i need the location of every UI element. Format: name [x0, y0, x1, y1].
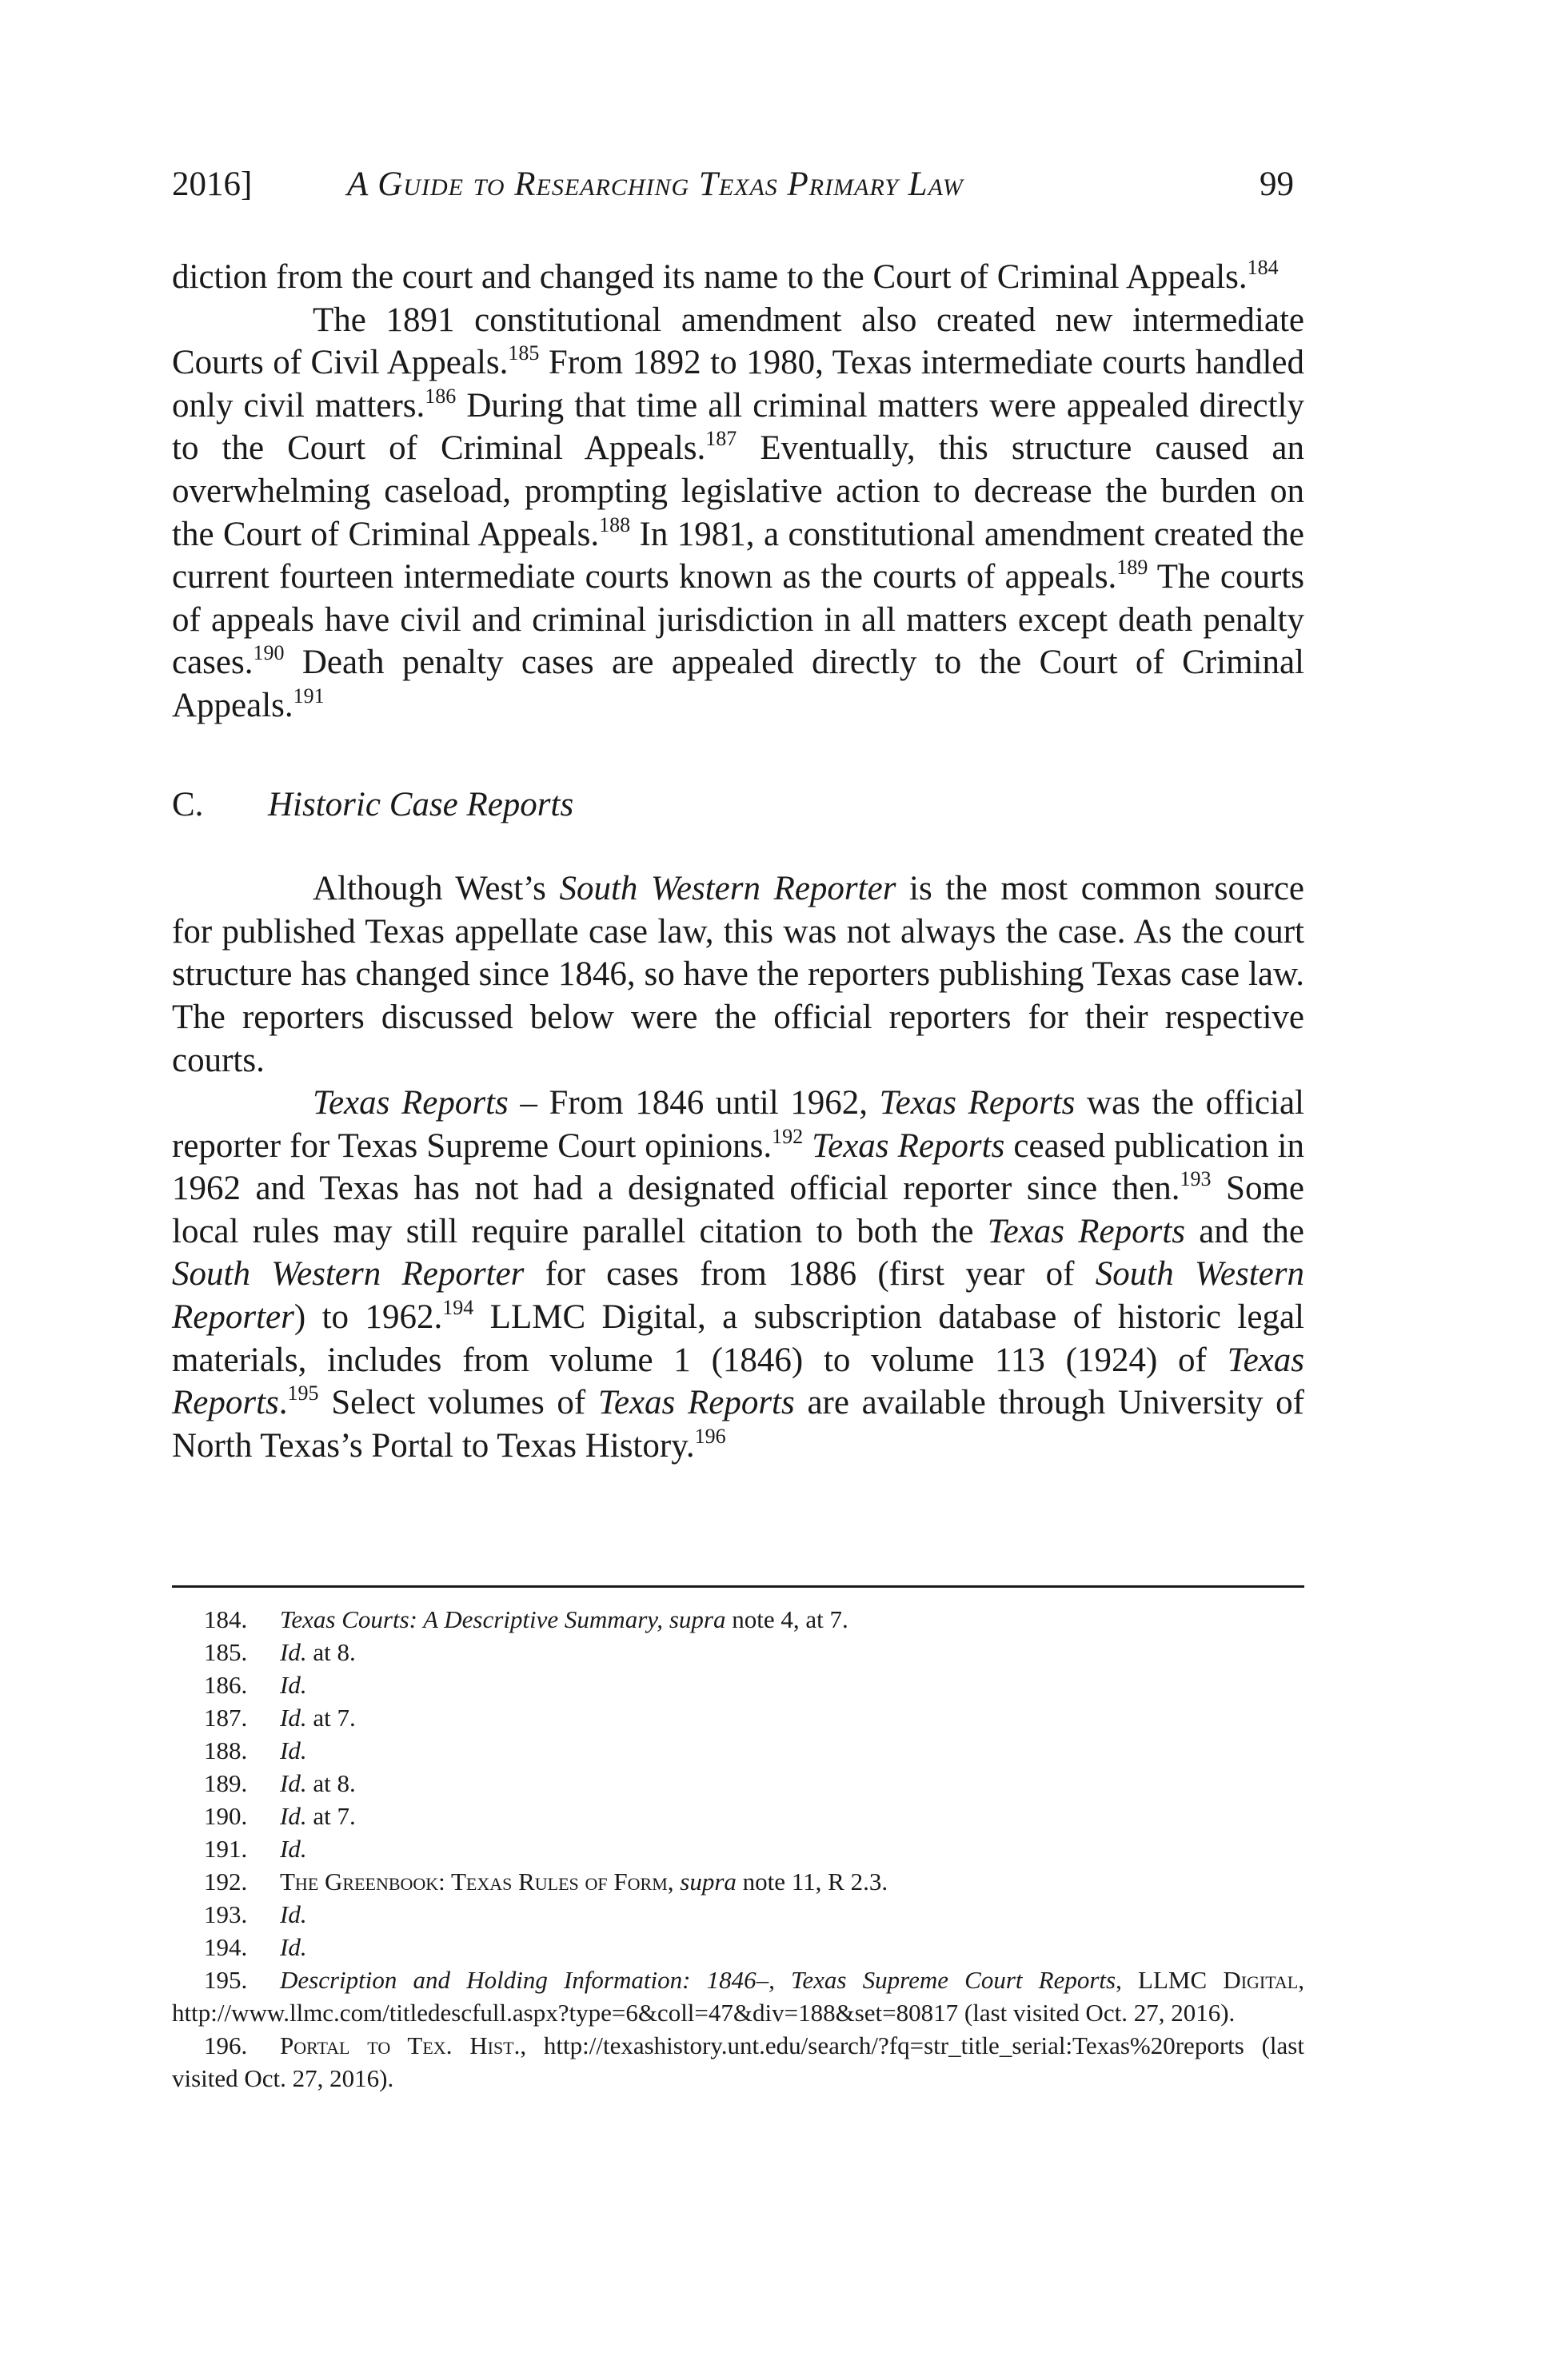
- footnote-189: 189. Id. at 8.: [204, 1769, 356, 1797]
- footnote-ref-184[interactable]: 184: [1247, 256, 1279, 279]
- footnote-divider: [172, 1585, 1304, 1588]
- body-text: [172, 256, 1304, 1467]
- section-label: C.: [172, 785, 204, 823]
- footnote-184: 184. Texas Courts: A Descriptive Summary, supra note 4, at 7.: [204, 1605, 848, 1633]
- paragraph-2: The 1891 constitutional amendment also created new intermediate Courts of Civil Appeals.$^{185}$ From 1892 to 1980, Texas intermediate courts handled only civil matters.$^{186}$ During that time all criminal matters were appealed directly to the Court of Criminal Appeals.$^{187}$ Eventually, this structure caused an overwhelming caseload, prompting legislative action to decrease the burden on the Court of Criminal Appeals.$^{188}$ In 1981, a constitutional amendment created the current fourteen intermediate courts known as the courts of appeals.$^{189}$ The courts of appeals have civil and criminal jurisdiction in all matters except death penalty cases.$^{190}$ Death penalty cases are appealed directly to the Court of Criminal Appeals.$^{191}$: [172, 301, 1305, 724]
- section-heading: [172, 783, 1304, 827]
- page-number: 99: [1260, 165, 1294, 203]
- footnote-ref-195[interactable]: 195: [287, 1381, 319, 1405]
- footnotes: [172, 1603, 1304, 2095]
- footnote-193: 193. Id.: [204, 1900, 307, 1928]
- footnote-ref-185[interactable]: 185: [508, 341, 540, 365]
- footnote-195: 195. Description and Holding Information: 1846–, Texas Supreme Court Reports, LLMC Digital, http://www.llmc.com/titledescfull.aspx?type=6&coll=47&div=188&set=80817 (last visited Oct. 27, 2016).: [172, 1966, 1304, 2027]
- paragraph-4: Texas Reports – From 1846 until 1962, Texas Reports was the official reporter for Texas Supreme Court opinions.$^{192}$ Texas Reports ceased publication in 1962 and Texas has not had a designated official reporter since then.$^{193}$ Some local rules may still require parallel citation to both the Texas Reports and the South Western Reporter for cases from 1886 (first year of South Western Reporter) to 1962.$^{194}$ LLMC Digital, a subscription database of historic legal materials, includes from volume 1 (1846) to volume 113 (1924) of Texas Reports.$^{195}$ Select volumes of Texas Reports are available through University of North Texas’s Portal to Texas History.$^{196}$: [172, 1084, 1305, 1465]
- running-header-title: A Guide to Researching Texas Primary Law: [347, 165, 964, 203]
- footnote-188: 188. Id.: [204, 1736, 307, 1764]
- footnote-192: 192. The Greenbook: Texas Rules of Form, supra note 11, R 2.3.: [204, 1868, 888, 1896]
- footnote-191: 191. Id.: [204, 1835, 307, 1863]
- paragraph-3: Although West’s South Western Reporter is the most common source for published Texas appellate case law, this was not always the case. As the court structure has changed since 1846, so have the reporters publishing Texas case law. The reporters discussed below were the official reporters for their respective courts.: [172, 870, 1304, 1079]
- running-header-year: 2016]: [172, 165, 253, 203]
- footnote-185: 185. Id. at 8.: [204, 1638, 356, 1666]
- footnote-ref-188[interactable]: 188: [599, 512, 631, 536]
- footnote-ref-192[interactable]: 192: [772, 1124, 804, 1148]
- paragraph-1: diction from the court and changed its name to the Court of Criminal Appeals.$^{184}$: [172, 256, 1279, 296]
- footnote-ref-191[interactable]: 191: [293, 684, 325, 708]
- footnote-ref-189[interactable]: 189: [1116, 556, 1148, 580]
- footnote-ref-186[interactable]: 186: [425, 384, 457, 408]
- footnote-ref-194[interactable]: 194: [442, 1296, 474, 1320]
- footnote-187: 187. Id. at 7.: [204, 1704, 356, 1732]
- footnote-194: 194. Id.: [204, 1933, 307, 1961]
- footnote-196-url[interactable]: , http://texashistory.unt.edu/search/?fq=str_title_serial:Texas%20reports (last visited Oct. 27, 2016).: [172, 2031, 1304, 2092]
- footnote-190: 190. Id. at 7.: [204, 1802, 356, 1830]
- footnote-ref-193[interactable]: 193: [1180, 1167, 1212, 1191]
- footnote-ref-196[interactable]: 196: [694, 1424, 726, 1448]
- section-title: Historic Case Reports: [268, 785, 574, 823]
- footnote-ref-190[interactable]: 190: [253, 641, 285, 665]
- footnote-196: 196. Portal to Tex. Hist., http://texashistory.unt.edu/search/?fq=str_title_serial:Texas%20reports (last visited Oct. 27, 2016).: [172, 2031, 1304, 2092]
- footnote-195-url[interactable]: , http://www.llmc.com/titledescfull.aspx?type=6&coll=47&div=188&set=80817 (last visited Oct. 27, 2016).: [172, 1966, 1304, 2027]
- footnote-ref-187[interactable]: 187: [705, 427, 737, 451]
- footnote-186: 186. Id.: [204, 1671, 307, 1699]
